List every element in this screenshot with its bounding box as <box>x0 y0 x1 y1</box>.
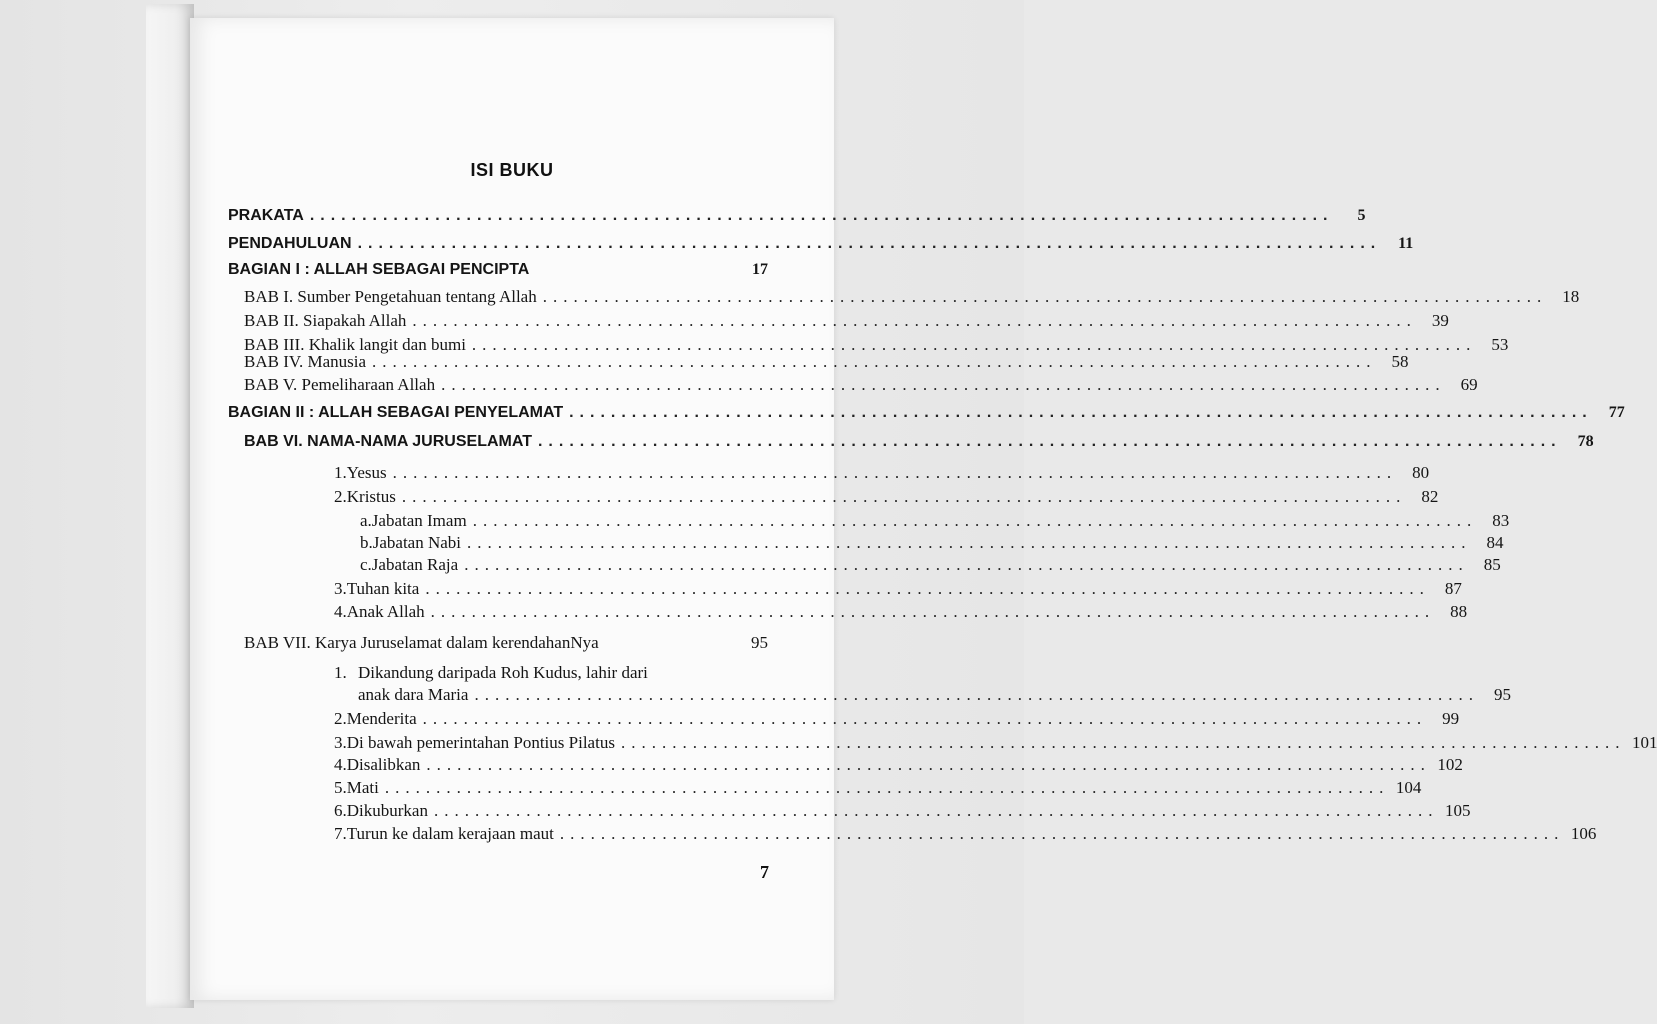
entry-number: 3. <box>334 733 347 752</box>
entry-page: 69 <box>1460 375 1478 394</box>
entry-page: 106 <box>1570 824 1597 843</box>
entry-number: b. <box>360 533 373 552</box>
entry-number: a. <box>360 511 372 530</box>
dot-leader: .................................................................................................. <box>412 311 1417 330</box>
dot-leader: .................................................................................................. <box>467 533 1472 552</box>
toc-subentry-7-1-line1 <box>334 662 648 684</box>
entry-page: 95 <box>1493 685 1511 704</box>
entry-number: 4. <box>334 755 347 774</box>
toc-entry-prakata <box>228 205 1366 227</box>
entry-text: Jabatan Imam <box>371 511 467 530</box>
entry-text: Kristus <box>346 487 396 506</box>
entry-page: 99 <box>1442 709 1460 728</box>
dot-leader: .................................................................................................. <box>309 207 1334 224</box>
toc-subentry-7-2 <box>334 708 1460 730</box>
toc-entry-pendahuluan <box>228 233 1414 255</box>
entry-text: Disalibkan <box>346 755 421 774</box>
dot-leader: .................................................................................................. <box>471 335 1477 354</box>
entry-text: Mati <box>346 778 379 797</box>
entry-text: Menderita <box>346 709 417 728</box>
entry-text: Anak Allah <box>346 602 425 621</box>
dot-leader: .................................................................................................. <box>433 801 1439 820</box>
dot-leader: .................................................................................................. <box>464 555 1469 574</box>
entry-text: BAB VII. Karya Juruselamat dalam kerendahanNya <box>244 633 599 652</box>
entry-page: 83 <box>1492 511 1510 530</box>
entry-number: 1. <box>334 663 347 682</box>
dot-leader: .................................................................................................. <box>542 287 1548 306</box>
entry-page: 17 <box>752 261 768 278</box>
toc-subentry-7-6 <box>334 800 1471 822</box>
page-number: 7 <box>760 862 769 882</box>
dot-leader: .................................................................................................. <box>430 602 1436 621</box>
entry-number: 2. <box>334 709 347 728</box>
entry-page: 39 <box>1431 311 1449 330</box>
entry-page: 82 <box>1421 487 1439 506</box>
entry-text: Dikuburkan <box>346 801 428 820</box>
entry-page: 105 <box>1444 801 1471 820</box>
entry-text: Jabatan Nabi <box>372 533 462 552</box>
entry-text: BAB II. Siapakah Allah <box>244 311 407 330</box>
entry-text: BAB V. Pemeliharaan Allah <box>244 375 436 394</box>
toc-subentry-7-5 <box>334 777 1422 799</box>
toc-subentry-7-1-line2 <box>358 684 1511 706</box>
toc-entry-bab-5 <box>244 374 1478 396</box>
dot-leader: .................................................................................................. <box>559 824 1565 843</box>
toc-subentry-2a <box>360 510 1510 532</box>
toc-entry-bab-7 <box>244 632 768 654</box>
entry-page: 102 <box>1437 755 1463 774</box>
toc-subentry-3 <box>334 578 1462 600</box>
dot-leader: .................................................................................................. <box>620 733 1626 752</box>
dot-leader: .................................................................................................. <box>357 235 1382 252</box>
dot-leader: .................................................................................................. <box>474 685 1479 704</box>
toc-entry-bagian-2 <box>228 402 1625 424</box>
entry-page: 85 <box>1483 555 1501 574</box>
entry-page: 101 <box>1631 733 1657 752</box>
entry-number: 7. <box>334 824 347 843</box>
entry-page: 11 <box>1398 235 1414 252</box>
entry-number: c. <box>360 555 372 574</box>
dot-leader: .................................................................................................. <box>425 579 1430 598</box>
dot-leader: .................................................................................................. <box>422 709 1428 728</box>
dot-leader: .................................................................................................. <box>537 433 1562 450</box>
toc-subentry-4 <box>334 601 1468 623</box>
dot-leader: .................................................................................................. <box>401 487 1407 506</box>
toc-entry-bab-2 <box>244 310 1449 332</box>
dot-leader: .................................................................................................. <box>472 511 1478 530</box>
entry-page: 95 <box>751 633 768 652</box>
entry-page: 18 <box>1562 287 1580 306</box>
toc-subentry-7-4 <box>334 754 1463 776</box>
entry-number: 6. <box>334 801 347 820</box>
entry-number: 2. <box>334 487 347 506</box>
entry-page: 77 <box>1608 404 1625 421</box>
toc-subentry-1 <box>334 462 1430 484</box>
entry-text-continuation: anak dara Maria <box>358 685 469 704</box>
dot-leader: .................................................................................................. <box>384 778 1390 797</box>
toc-subentry-2 <box>334 486 1439 508</box>
dot-leader: .................................................................................................. <box>372 352 1377 371</box>
dot-leader: .................................................................................................. <box>441 375 1446 394</box>
entry-page: 88 <box>1450 602 1468 621</box>
entry-text: Turun ke dalam kerajaan maut <box>346 824 554 843</box>
left-page-edge <box>146 4 194 1008</box>
toc-entry-bagian-1 <box>228 259 768 281</box>
entry-page: 58 <box>1391 352 1409 371</box>
entry-text: Tuhan kita <box>346 579 420 598</box>
entry-text: PENDAHULUAN <box>228 235 352 252</box>
entry-page: 104 <box>1395 778 1422 797</box>
entry-text: BAB III. Khalik langit dan bumi <box>244 335 466 354</box>
entry-text: PRAKATA <box>228 207 304 224</box>
toc-title: ISI BUKU <box>470 160 554 180</box>
entry-text: BAB I. Sumber Pengetahuan tentang Allah <box>244 287 537 306</box>
entry-text: Dikandung daripada Roh Kudus, lahir dari <box>358 663 648 682</box>
entry-text: Jabatan Raja <box>371 555 459 574</box>
toc-subentry-7-7 <box>334 823 1597 845</box>
entry-text: Di bawah pemerintahan Pontius Pilatus <box>346 733 615 752</box>
dot-leader: .................................................................................................. <box>392 463 1398 482</box>
entry-text: BAB IV. Manusia <box>244 352 366 371</box>
entry-text: BAB VI. NAMA-NAMA JURUSELAMAT <box>244 433 532 450</box>
entry-text: BAGIAN I : ALLAH SEBAGAI PENCIPTA <box>228 261 530 278</box>
toc-subentry-7-3 <box>334 732 1657 754</box>
entry-text: Yesus <box>346 463 387 482</box>
toc-entry-bab-4 <box>244 351 1409 373</box>
toc-subentry-2c <box>360 554 1501 576</box>
entry-page: 78 <box>1577 433 1594 450</box>
entry-page: 53 <box>1491 335 1509 354</box>
entry-text: BAGIAN II : ALLAH SEBAGAI PENYELAMAT <box>228 404 564 421</box>
dot-leader: .................................................................................................. <box>426 755 1431 774</box>
entry-page: 87 <box>1444 579 1462 598</box>
entry-number: 1. <box>334 463 347 482</box>
entry-number: 5. <box>334 778 347 797</box>
toc-entry-bab-6 <box>244 431 1594 453</box>
entry-page: 5 <box>1357 207 1366 224</box>
entry-page: 84 <box>1486 533 1504 552</box>
entry-number: 4. <box>334 602 347 621</box>
toc-entry-bab-1 <box>244 286 1580 308</box>
entry-number: 3. <box>334 579 347 598</box>
entry-page: 80 <box>1412 463 1430 482</box>
dot-leader: .................................................................................................. <box>569 404 1593 421</box>
toc-subentry-2b <box>360 532 1504 554</box>
